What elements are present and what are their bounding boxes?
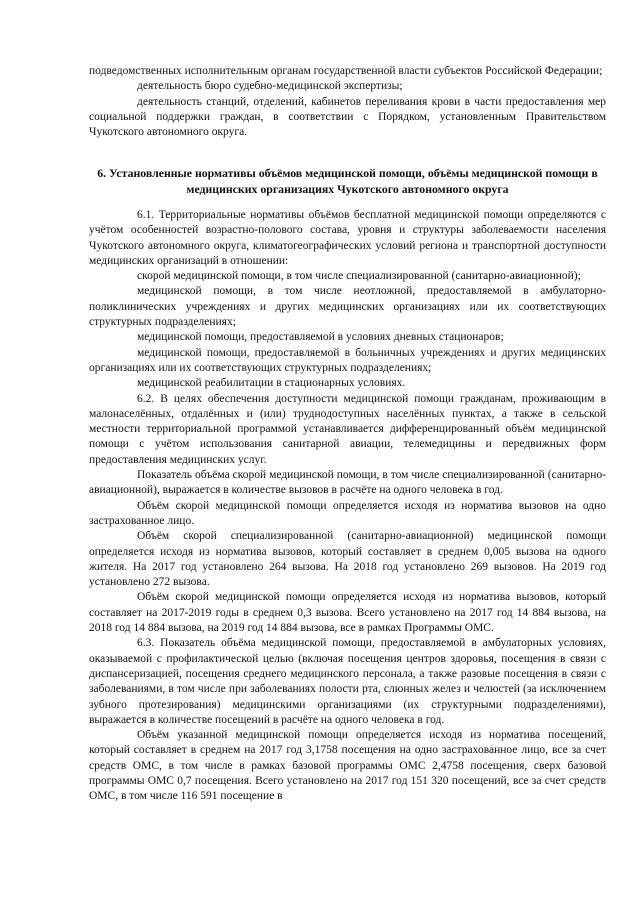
paragraph: деятельность станций, отделений, кабинетов переливания крови в части предоставления мер социальной поддержки граждан, в соответствии с Порядком, установленным Правительством Чукотского автономного округа. — [89, 95, 606, 139]
paragraph: Объём скорой медицинской помощи определяется исходя из норматива вызовов, который составляет на 2017-2019 годы в среднем 0,3 вызова. Всего установлено на 2017 год 14 884 вызова, на 2018 год 14 884 вызова, на 2019 год 14 884 вызова, все в рамках Программы ОМС. — [89, 591, 606, 635]
section-heading — [89, 166, 606, 197]
paragraph: Объём скорой медицинской помощи определяется исходя из норматива вызовов на одно застрахованное лицо. — [89, 499, 606, 527]
paragraph: 6.3. Показатель объёма медицинской помощи, предоставляемой в амбулаторных условиях, оказываемой с профилактической целью (включая посещения центров здоровья, посещения в связи с диспансеризацией, посещения среднего медицинского персонала, а также разовые посещения в связи с заболеваниями, в том числе при заболеваниях полости рта, слюнных желез и челюстей (за исключением зубного протезирования) медицинскими организациями (их структурными подразделениями), выражается в количестве посещений в расчёте на одного человека в год. — [89, 637, 606, 726]
paragraph: деятельность бюро судебно-медицинской экспертизы; — [137, 80, 403, 93]
paragraph: медицинской помощи, предоставляемой в больничных учреждениях и других медицинских организациях или их соответствующих структурных подразделениях; — [89, 346, 606, 374]
text-block-intro — [89, 64, 606, 140]
paragraph: подведомственных исполнительным органам государственной власти субъектов Российской Федерации; — [89, 65, 603, 77]
paragraph: медицинской помощи, в том числе неотложной, предоставляемой в амбулаторно-поликлинических учреждениях и других медицинских организациях или их соответствующих структурных подразделениях; — [89, 285, 606, 329]
section-title: 6. Установленные нормативы объёмов медицинской помощи, объёмы медицинской помощи в медицинских организациях Чукотского автономного округа — [97, 166, 598, 196]
paragraph: скорой медицинской помощи, в том числе специализированной (санитарно-авиационной); — [137, 270, 581, 283]
paragraph: Объём указанной медицинской помощи определяется исходя из норматива посещений, который составляет в среднем на 2017 год 3,1758 посещения на одно застрахованное лицо, все за счет средств ОМС, в том числе в рамках базовой программы ОМС 2,4758 посещения, сверх базовой программы ОМС 0,7 посещения. Всего установлено на 2017 год 151 320 посещений, все за счет средств ОМС, в том числе 116 591 посещение в — [89, 729, 606, 803]
paragraph: Объём скорой специализированной (санитарно-авиационной) медицинской помощи определяется исходя из норматива вызовов, который составляет в среднем 0,005 вызова на одного жителя. На 2017 год установлено 264 вызова. На 2018 год установлено 269 вызовов. На 2019 год установлено 272 вызова. — [89, 530, 606, 589]
paragraph: медицинской реабилитации в стационарных условиях. — [137, 377, 406, 390]
paragraph: Показатель объёма скорой медицинской помощи, в том числе специализированной (санитарно-авиационной), выражается в количестве вызовов в расчёте на одного человека в год. — [89, 469, 606, 497]
paragraph: 6.1. Территориальные нормативы объёмов бесплатной медицинской помощи определяются с учётом особенностей возрастно-полового состава, уровня и структуры заболеваемости населения Чукотского автономного округа, климатогеографических условий региона и транспортной доступности медицинских организаций в отношении: — [89, 209, 606, 267]
paragraph: медицинской помощи, предоставляемой в условиях дневных стационаров; — [137, 331, 504, 344]
text-block-main — [89, 208, 606, 805]
paragraph: 6.2. В целях обеспечения доступности медицинской помощи гражданам, проживающим в малонаселённых, отдалённых и (или) труднодоступных населённых пунктах, а также в сельской местности территориальной программой устанавливается дифференцированный объём медицинской помощи с учётом использования санитарной авиации, телемедицины и передвижных форм предоставления медицинских услуг. — [89, 392, 606, 466]
